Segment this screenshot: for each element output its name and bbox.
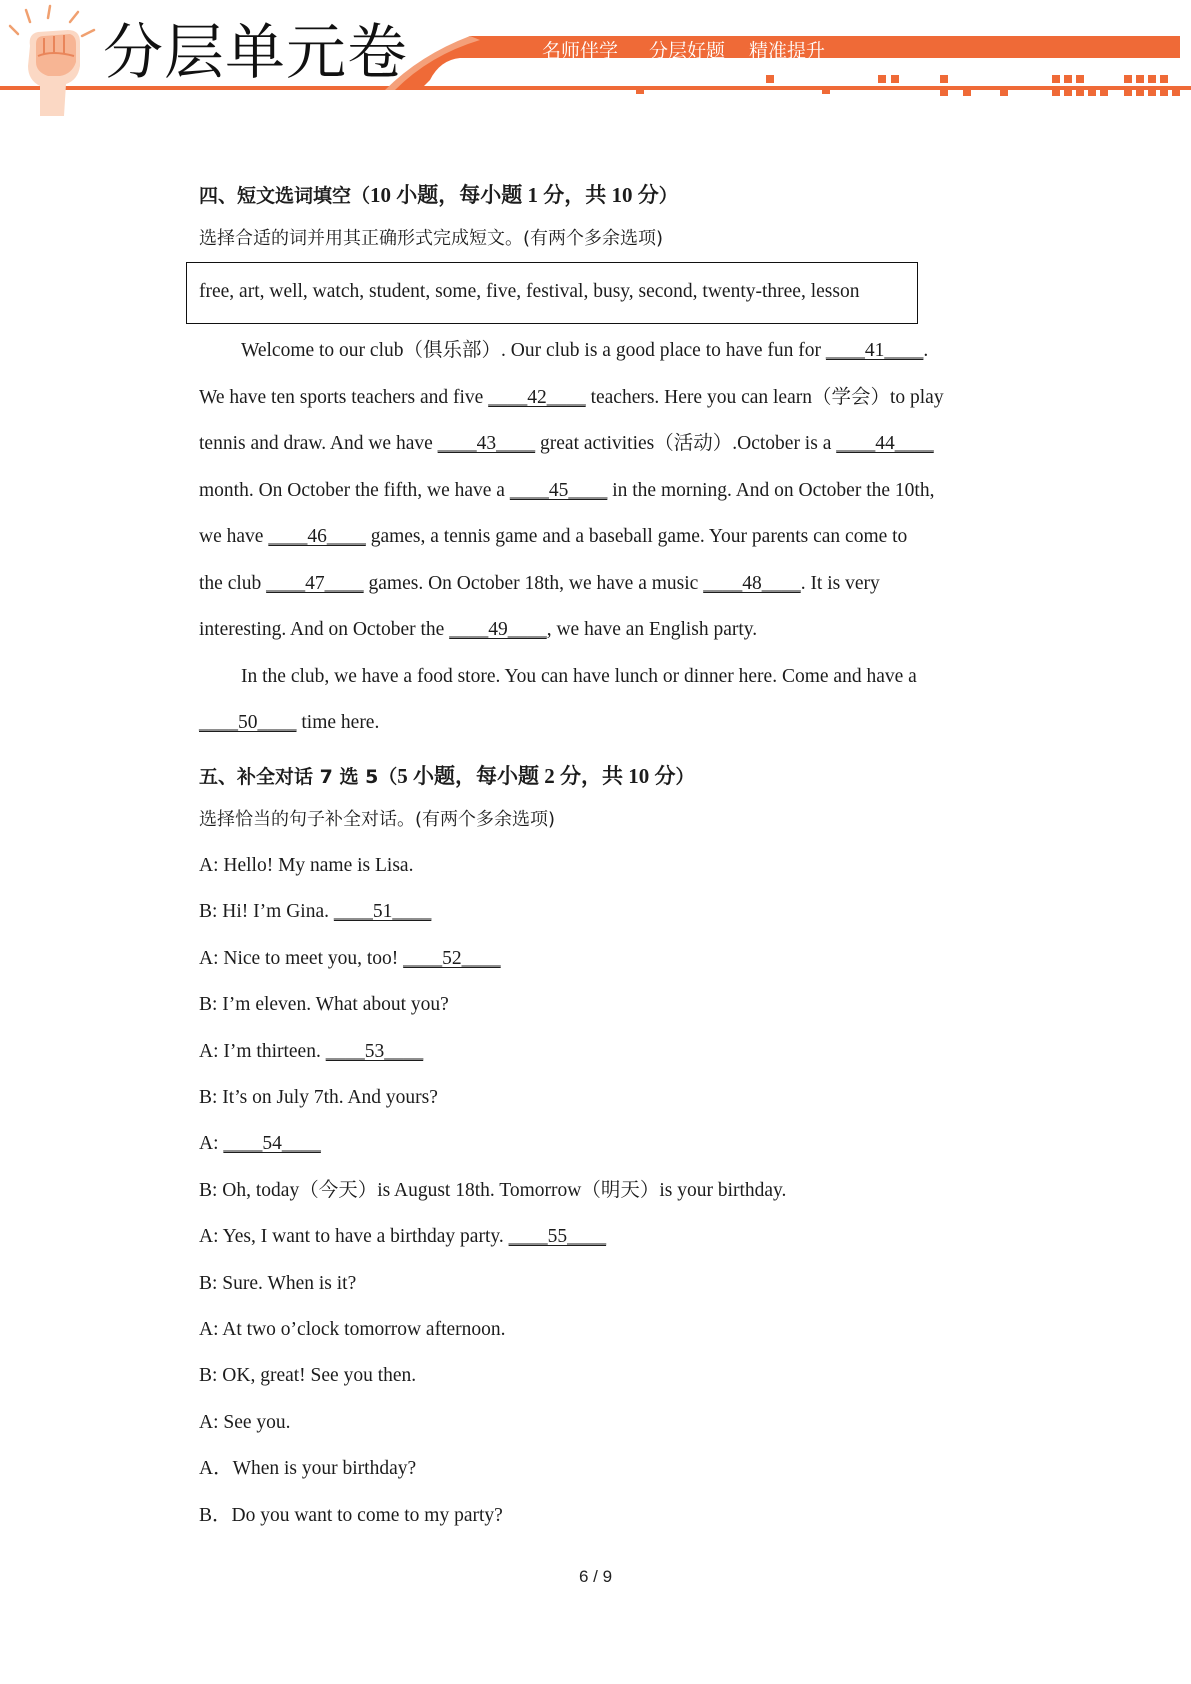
dialogue-line xyxy=(199,1271,356,1297)
passage-line xyxy=(199,710,379,736)
passage-text: Welcome to our club（俱乐部）. Our club is a good place to have fun for xyxy=(241,340,826,361)
section5-title-cn: 五、补全对话 7 选 5（ xyxy=(199,766,398,788)
brand-title: 分层单元卷 xyxy=(103,18,408,88)
section5-title-detail: 5 小题，每小题 2 分，共 10 分 xyxy=(397,764,676,788)
section4-title-close: ） xyxy=(658,185,678,207)
dialogue-text: A: Hello! My name is Lisa. xyxy=(199,855,414,876)
passage-text: the club xyxy=(199,572,267,594)
passage-line xyxy=(241,338,928,364)
slogan-2: 分层好题 xyxy=(649,40,726,62)
passage-text: tennis and draw. And we have xyxy=(199,433,438,454)
dialogue-text: A: xyxy=(199,1133,224,1155)
dialogue-text: A: Yes, I want to have a birthday party. xyxy=(199,1226,509,1248)
dialogue-line xyxy=(199,1178,786,1204)
passage-line xyxy=(199,478,934,504)
passage-text: games, a tennis game and a baseball game. Your parents can come to xyxy=(365,526,908,547)
answer-blank: ____42____ xyxy=(488,386,586,408)
answer-blank: ____46____ xyxy=(268,526,366,547)
section5-instruction: 选择恰当的句子补全对话。(有两个多余选项) xyxy=(199,809,556,830)
dialogue-text: B: Sure. When is it? xyxy=(199,1272,357,1294)
word-bank-box xyxy=(186,262,918,324)
dialogue-line xyxy=(199,1224,606,1250)
answer-blank: ____44____ xyxy=(836,433,934,454)
slogan-3: 精准提升 xyxy=(749,40,826,62)
passage-line xyxy=(199,524,907,550)
dialogue-line xyxy=(199,1131,321,1157)
passage-text: we have xyxy=(199,526,269,547)
dialogue-line xyxy=(199,1085,438,1111)
answer-blank: ____54____ xyxy=(223,1133,321,1155)
dialogue-line xyxy=(199,1039,423,1065)
option-b: B．Do you want to come to my party? xyxy=(199,1504,503,1526)
passage-text: month. On October the fifth, we have a xyxy=(199,479,510,501)
dialogue-text: B: It’s on July 7th. And yours? xyxy=(199,1087,438,1108)
passage-text: time here. xyxy=(296,712,380,733)
passage-line xyxy=(199,571,880,597)
answer-blank: ____51____ xyxy=(333,901,432,923)
section4-title xyxy=(199,182,678,209)
answer-blank: ____55____ xyxy=(508,1226,607,1248)
passage-text: We have ten sports teachers and five xyxy=(199,386,489,408)
dialogue-line xyxy=(199,946,501,972)
passage-line xyxy=(199,617,757,643)
dialogue-text: B: Oh, today（今天）is August 18th. Tomorrow（明天）is your birthday. xyxy=(199,1179,787,1201)
passage-text: In the club, we have a food store. You can have lunch or dinner here. Come and have a xyxy=(241,665,917,687)
dialogue-text: A: Nice to meet you, too! xyxy=(199,947,404,969)
dialogue-line xyxy=(199,1363,416,1389)
dialogue-text: B: OK, great! See you then. xyxy=(199,1365,417,1387)
passage-text: games. On October 18th, we have a music xyxy=(363,572,704,594)
dialogue-text: A: See you. xyxy=(199,1411,291,1433)
passage-line xyxy=(241,664,917,690)
raised-fist-icon xyxy=(8,4,98,119)
answer-blank: ____50____ xyxy=(199,712,297,733)
section5-title xyxy=(199,763,695,790)
dialogue-line xyxy=(199,1410,291,1436)
dialogue-line xyxy=(199,899,431,925)
section4-title-detail: 10 小题，每小题 1 分，共 10 分 xyxy=(370,183,659,207)
dialogue-text: B: Hi! I’m Gina. xyxy=(199,901,334,923)
answer-blank: ____43____ xyxy=(437,433,536,454)
dialogue-text: A: At two o’clock tomorrow afternoon. xyxy=(199,1319,506,1340)
dialogue-text: A: I’m thirteen. xyxy=(199,1040,326,1062)
answer-blank: ____45____ xyxy=(509,479,608,501)
answer-blank: ____52____ xyxy=(403,947,501,969)
passage-text: , we have an English party. xyxy=(546,619,758,640)
passage-text: in the morning. And on October the 10th, xyxy=(607,479,935,501)
dialogue-line xyxy=(199,853,413,879)
answer-blank: ____41____ xyxy=(825,340,924,361)
passage-line xyxy=(199,385,944,411)
answer-blank: ____47____ xyxy=(266,572,364,594)
dialogue-line xyxy=(199,992,449,1018)
section5-title-close: ） xyxy=(675,766,695,788)
dialogue-line xyxy=(199,1317,506,1343)
answer-blank: ____48____ xyxy=(703,572,801,594)
page-header xyxy=(0,0,1191,120)
passage-text: . xyxy=(923,340,929,361)
word-bank: free, art, well, watch, student, some, five, festival, busy, second, twenty-three, lesson xyxy=(199,281,860,302)
dialogue-text: B: I’m eleven. What about you? xyxy=(199,994,449,1016)
answer-blank: ____49____ xyxy=(449,619,547,640)
passage-text: great activities（活动）.October is a xyxy=(535,433,837,454)
page-number: 6 / 9 xyxy=(578,1567,613,1586)
slogan-1: 名师伴学 xyxy=(542,40,619,62)
passage-line xyxy=(199,431,934,457)
passage-text: interesting. And on October the xyxy=(199,619,450,640)
section4-title-cn: 四、短文选词填空（ xyxy=(199,185,371,207)
passage-text: teachers. Here you can learn（学会）to play xyxy=(585,386,944,408)
section4-instruction: 选择合适的词并用其正确形式完成短文。(有两个多余选项) xyxy=(199,228,664,249)
option-a: A．When is your birthday? xyxy=(199,1458,417,1479)
passage-text: . It is very xyxy=(800,572,880,594)
answer-blank: ____53____ xyxy=(325,1040,424,1062)
